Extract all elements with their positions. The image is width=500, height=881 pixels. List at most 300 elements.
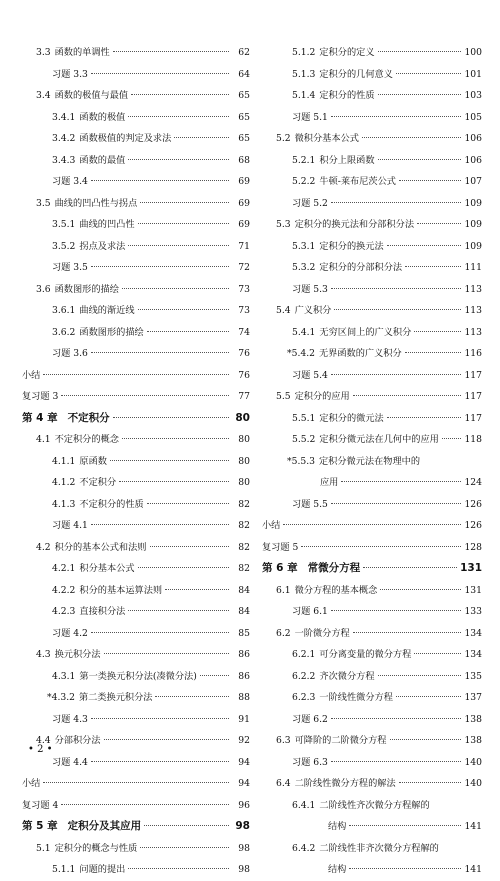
toc-entry-label — [292, 171, 396, 193]
section-title: 小结 — [22, 369, 41, 381]
toc-chapter-entry[interactable] — [262, 558, 482, 580]
dot-leader — [140, 201, 229, 203]
dot-leader — [113, 416, 229, 418]
dot-leader — [110, 459, 229, 461]
toc-entry-label — [22, 365, 40, 387]
section-title: 复习题 5 — [262, 541, 299, 553]
section-number: 3.4.1 — [52, 111, 76, 123]
toc-entry[interactable] — [262, 128, 482, 150]
section-number: 3.6.1 — [52, 305, 76, 316]
page-ref: 111 — [464, 262, 482, 273]
page-ref: 82 — [238, 541, 250, 553]
toc-entry-label — [52, 300, 135, 322]
dot-leader — [150, 545, 230, 547]
page-ref: 106 — [464, 133, 482, 144]
toc-entry[interactable] — [22, 64, 250, 86]
toc-entry[interactable] — [262, 644, 482, 666]
toc-entry[interactable] — [262, 472, 482, 494]
toc-entry[interactable] — [22, 601, 250, 623]
section-title: 第二类换元积分法 — [78, 692, 153, 703]
toc-entry[interactable] — [262, 730, 482, 752]
toc-entry[interactable] — [22, 773, 250, 795]
page-ref: 128 — [464, 541, 482, 553]
toc-entry[interactable] — [262, 236, 482, 258]
toc-entry[interactable] — [262, 494, 482, 516]
toc-entry[interactable] — [262, 322, 482, 344]
page-ref: 69 — [238, 197, 250, 209]
toc-entry-label — [52, 601, 125, 623]
dot-leader — [331, 609, 461, 611]
page-ref: 86 — [238, 670, 250, 682]
section-title: 二阶线性齐次微分方程解的 — [319, 799, 430, 811]
toc-entry-label — [292, 279, 328, 301]
dot-leader — [396, 695, 461, 697]
page-ref: 117 — [464, 412, 482, 424]
toc-entry-label — [22, 773, 40, 795]
section-number: 6.2.1 — [292, 649, 316, 660]
toc-chapter-entry[interactable] — [22, 408, 250, 430]
dot-leader — [414, 330, 461, 332]
toc-entry[interactable] — [22, 85, 250, 107]
section-number: 3.4.3 — [52, 154, 76, 166]
page-ref: 107 — [464, 176, 482, 187]
toc-entry[interactable] — [22, 687, 250, 709]
toc-entry[interactable] — [262, 580, 482, 602]
toc-entry-label — [36, 537, 147, 559]
section-title: 结构 — [328, 864, 347, 875]
section-number: 4.2.2 — [52, 584, 76, 596]
page-ref: 65 — [238, 90, 250, 101]
page-ref: 69 — [238, 176, 250, 187]
toc-entry-label — [292, 752, 328, 774]
toc-entry-label — [52, 451, 107, 473]
dot-leader — [128, 115, 229, 117]
dot-leader — [122, 437, 229, 439]
section-number: 3.6.2 — [52, 326, 76, 338]
dot-leader — [417, 222, 461, 224]
toc-entry-label — [22, 408, 110, 430]
section-title: 齐次微分方程 — [319, 670, 375, 682]
dot-leader — [378, 158, 461, 160]
toc-entry[interactable] — [22, 429, 250, 451]
toc-entry[interactable] — [22, 709, 250, 731]
section-number: 6.4.2 — [292, 842, 316, 854]
section-number: 5.2.2 — [292, 176, 316, 187]
section-title: 积分的基本运算法则 — [79, 584, 163, 596]
toc-entry[interactable] — [22, 236, 250, 258]
section-number: 5.1.2 — [292, 47, 316, 58]
section-title: 函数的极值 — [79, 111, 126, 123]
toc-entry-label — [52, 515, 88, 537]
section-number: 6.3 — [276, 735, 291, 746]
dot-leader — [399, 781, 461, 783]
section-title: 习题 3.3 — [52, 68, 88, 80]
section-title: 小结 — [22, 778, 41, 789]
toc-entry[interactable] — [262, 838, 482, 860]
toc-entry[interactable] — [22, 171, 250, 193]
section-title: 复习题 3 — [22, 391, 59, 402]
toc-entry-label — [292, 429, 439, 451]
page-ref: 109 — [464, 197, 482, 209]
page-ref: 117 — [464, 391, 482, 402]
page-ref: 72 — [238, 262, 250, 273]
section-title: 习题 6.2 — [292, 713, 328, 725]
dot-leader — [331, 760, 461, 762]
toc-entry-label — [276, 386, 350, 408]
toc-entry[interactable] — [262, 214, 482, 236]
toc-entry-label — [52, 171, 88, 193]
toc-entry-label — [292, 85, 375, 107]
toc-entry-label — [292, 64, 393, 86]
toc-entry-label — [52, 236, 125, 258]
page-ref: 113 — [464, 283, 482, 295]
section-title: 函数的单调性 — [54, 47, 110, 58]
dot-leader — [113, 50, 229, 52]
page-ref: 69 — [238, 219, 250, 230]
dot-leader — [414, 652, 461, 654]
toc-entry[interactable] — [262, 623, 482, 645]
toc-entry[interactable] — [22, 279, 250, 301]
page-ref: 86 — [238, 649, 250, 660]
section-number: 6.2.2 — [292, 670, 316, 682]
section-number: 4.1.1 — [52, 455, 76, 467]
toc-entry[interactable] — [22, 214, 250, 236]
section-title: 曲线的凹凸性与拐点 — [54, 197, 138, 209]
toc-entry[interactable] — [262, 752, 482, 774]
toc-entry-label — [52, 859, 125, 881]
dot-leader — [334, 308, 461, 310]
toc-entry-label — [292, 838, 439, 860]
section-number: 6.1 — [276, 584, 291, 596]
dot-leader — [138, 308, 229, 310]
section-number: 5.1.4 — [292, 90, 316, 101]
toc-entry-label — [292, 408, 384, 430]
dot-leader — [390, 738, 462, 740]
toc-entry[interactable] — [22, 322, 250, 344]
section-title: 定积分微元法在物理中的 — [318, 455, 421, 467]
section-title: 积分的基本公式和法则 — [54, 541, 147, 553]
dot-leader — [128, 158, 229, 160]
section-number: *5.5.3 — [287, 455, 315, 467]
toc-entry[interactable] — [262, 795, 482, 817]
dot-leader — [405, 351, 461, 353]
section-number: 5.5.1 — [292, 412, 316, 424]
section-title: 定积分的分部积分法 — [319, 262, 403, 273]
toc-entry[interactable] — [262, 42, 482, 64]
toc-entry[interactable] — [22, 752, 250, 774]
toc-entry[interactable] — [262, 515, 482, 537]
section-title: 第一类换元积分法(凑微分法) — [79, 670, 197, 682]
section-title: 习题 5.5 — [292, 498, 328, 510]
toc-entry-label — [292, 644, 411, 666]
page-ref: 100 — [464, 47, 482, 58]
toc-entry[interactable] — [22, 150, 250, 172]
page-ref: 116 — [464, 348, 482, 359]
page-ref: 101 — [464, 68, 482, 80]
toc-entry[interactable] — [262, 64, 482, 86]
page-ref: 91 — [238, 713, 250, 725]
section-number: 5.2.1 — [292, 154, 316, 166]
dot-leader — [91, 523, 229, 525]
toc-entry-label — [52, 214, 135, 236]
section-title: 不定积分的概念 — [54, 434, 119, 445]
section-title: 应用 — [320, 477, 339, 488]
section-title: 一阶线性微分方程 — [319, 692, 393, 703]
toc-entry-label — [262, 558, 360, 580]
section-title: 定积分的概念与性质 — [54, 842, 138, 854]
section-number: 4.1 — [36, 434, 51, 445]
dot-leader — [122, 287, 229, 289]
toc-entry-label — [276, 214, 414, 236]
toc-entry-label — [287, 343, 402, 365]
toc-entry-label — [52, 343, 88, 365]
toc-entry-label — [22, 816, 141, 838]
dot-leader — [349, 867, 461, 869]
toc-entry[interactable] — [22, 558, 250, 580]
toc-entry-label — [52, 472, 116, 494]
toc-entry-label — [292, 193, 328, 215]
toc-entry[interactable] — [262, 300, 482, 322]
toc-entry-label — [52, 128, 171, 150]
toc-entry[interactable] — [262, 709, 482, 731]
toc-entry[interactable] — [262, 859, 482, 881]
toc-entry-label — [276, 300, 331, 322]
page-ref: 76 — [238, 348, 250, 359]
toc-entry-label — [36, 85, 128, 107]
dot-leader — [331, 717, 461, 719]
section-number: 5.5.2 — [292, 434, 316, 445]
dot-leader — [405, 265, 461, 267]
toc-right-column — [262, 42, 482, 881]
toc-entry[interactable] — [22, 300, 250, 322]
page-ref: 94 — [238, 778, 250, 789]
page-ref: 76 — [238, 369, 250, 381]
page-ref: 113 — [464, 305, 482, 316]
toc-entry[interactable] — [262, 107, 482, 129]
dot-leader — [349, 824, 461, 826]
page-ref: 138 — [464, 713, 482, 725]
toc-entry-label — [292, 150, 375, 172]
toc-entry[interactable] — [22, 730, 250, 752]
toc-entry[interactable] — [262, 257, 482, 279]
toc-entry[interactable] — [22, 644, 250, 666]
dot-leader — [387, 244, 461, 246]
section-title: 习题 4.2 — [52, 627, 88, 639]
section-number: 第 5 章 — [22, 820, 58, 832]
section-title: 定积分的换元法 — [319, 240, 384, 252]
toc-entry[interactable] — [262, 816, 482, 838]
toc-entry[interactable] — [262, 193, 482, 215]
page-ref: 135 — [464, 670, 482, 682]
toc-entry[interactable] — [262, 666, 482, 688]
section-title: 积分上限函数 — [319, 154, 375, 166]
section-number: 5.3.1 — [292, 240, 316, 252]
section-title: 定积分的性质 — [319, 90, 375, 101]
toc-entry-label — [52, 64, 88, 86]
page-ref: 138 — [464, 735, 482, 746]
page-ref: 80 — [238, 455, 250, 467]
section-number: 3.5 — [36, 197, 51, 209]
toc-entry[interactable] — [22, 193, 250, 215]
dot-leader — [91, 265, 229, 267]
section-title: 曲线的渐近线 — [79, 305, 135, 316]
toc-entry[interactable] — [262, 279, 482, 301]
section-number: 3.6 — [36, 283, 51, 295]
section-number: 4.1.2 — [52, 477, 76, 488]
toc-entry[interactable] — [22, 386, 250, 408]
toc-entry[interactable] — [262, 601, 482, 623]
toc-entry[interactable] — [262, 429, 482, 451]
section-number: 3.4 — [36, 90, 51, 101]
toc-entry[interactable] — [22, 795, 250, 817]
page-ref: 65 — [238, 133, 250, 144]
toc-entry[interactable] — [262, 365, 482, 387]
toc-entry[interactable] — [262, 343, 482, 365]
toc-entry[interactable] — [22, 107, 250, 129]
section-title: 微分方程的基本概念 — [294, 584, 378, 596]
section-number: 5.3.2 — [292, 262, 316, 273]
toc-entry-label — [287, 451, 420, 473]
page-ref: 109 — [464, 219, 482, 230]
toc-entry[interactable] — [22, 42, 250, 64]
toc-entry[interactable] — [22, 623, 250, 645]
toc-chapter-entry[interactable] — [22, 816, 250, 838]
section-number: 5.1.1 — [52, 864, 76, 875]
section-title: 习题 5.4 — [292, 369, 328, 381]
section-title: 习题 4.4 — [52, 756, 88, 768]
section-title: 一阶微分方程 — [294, 627, 350, 639]
page-ref: 82 — [238, 563, 250, 574]
section-number: 3.5.2 — [52, 240, 76, 252]
section-title: 不定积分的性质 — [79, 498, 144, 510]
section-title: 习题 4.3 — [52, 713, 88, 725]
toc-entry[interactable] — [22, 838, 250, 860]
section-title: 习题 5.3 — [292, 283, 328, 295]
toc-entry[interactable] — [22, 365, 250, 387]
page-ref: 98 — [238, 842, 250, 854]
section-title: 二阶线性微分方程的解法 — [294, 778, 396, 789]
toc-entry[interactable] — [22, 257, 250, 279]
page-ref: 98 — [238, 864, 250, 875]
section-title: 可降阶的二阶微分方程 — [294, 735, 387, 746]
toc-entry[interactable] — [262, 408, 482, 430]
toc-entry-label — [52, 752, 88, 774]
toc-entry-label — [52, 580, 162, 602]
section-number: 4.1.3 — [52, 498, 76, 510]
page-ref: 133 — [464, 606, 482, 617]
page-ref: 64 — [238, 68, 250, 80]
dot-leader — [331, 201, 461, 203]
section-title: 无穷区间上的广义积分 — [319, 326, 412, 338]
section-number: *5.4.2 — [287, 348, 315, 359]
toc-entry[interactable] — [22, 472, 250, 494]
dot-leader — [353, 394, 461, 396]
toc-entry-label — [320, 472, 338, 494]
toc-entry[interactable] — [22, 515, 250, 537]
page-number: • 2 • — [28, 744, 53, 755]
section-title: 不定积分 — [67, 411, 110, 424]
page-ref: 82 — [238, 498, 250, 510]
dot-leader — [442, 437, 461, 439]
toc-entry-label — [292, 709, 328, 731]
section-title: 函数图形的描绘 — [54, 283, 119, 295]
toc-entry-label — [276, 773, 396, 795]
dot-leader — [43, 781, 229, 783]
toc-entry[interactable] — [22, 343, 250, 365]
toc-entry-label — [262, 537, 298, 559]
toc-entry[interactable] — [22, 451, 250, 473]
toc-entry-label — [292, 257, 402, 279]
page-ref: 137 — [464, 692, 482, 703]
section-number: 5.2 — [276, 133, 291, 144]
dot-leader — [283, 523, 461, 525]
section-title: 定积分微元法在几何中的应用 — [319, 434, 439, 445]
toc-entry[interactable] — [262, 537, 482, 559]
section-number: 6.2 — [276, 627, 291, 639]
page-ref: 71 — [238, 240, 250, 252]
section-title: 习题 3.5 — [52, 262, 88, 273]
toc-entry-label — [52, 107, 125, 129]
section-number: 5.4 — [276, 305, 291, 316]
toc-entry-label — [292, 365, 328, 387]
toc-entry[interactable] — [22, 128, 250, 150]
section-title: 可分离变量的微分方程 — [319, 649, 412, 660]
dot-leader — [128, 867, 229, 869]
dot-leader — [91, 72, 229, 74]
toc-entry[interactable] — [22, 537, 250, 559]
toc-left-column — [22, 42, 250, 881]
toc-entry[interactable] — [262, 171, 482, 193]
section-title: 函数极值的判定及求法 — [79, 133, 172, 144]
toc-entry[interactable] — [262, 150, 482, 172]
page-ref: 84 — [238, 584, 250, 596]
page-ref: 73 — [238, 283, 250, 295]
toc-entry[interactable] — [22, 859, 250, 881]
page-ref: 106 — [464, 154, 482, 166]
toc-entry-label — [52, 558, 135, 580]
dot-leader — [200, 674, 229, 676]
section-number: 4.3 — [36, 649, 51, 660]
toc-entry[interactable] — [262, 451, 482, 473]
toc-entry-label — [292, 687, 393, 709]
section-title: 小结 — [262, 520, 281, 531]
toc-entry-label — [52, 666, 197, 688]
page-ref: 73 — [238, 305, 250, 316]
toc-entry[interactable] — [262, 85, 482, 107]
toc-entry-label — [262, 515, 280, 537]
page-ref: 113 — [464, 326, 482, 338]
toc-entry[interactable] — [262, 386, 482, 408]
dot-leader — [165, 588, 229, 590]
dot-leader — [362, 136, 461, 138]
section-title: 习题 5.1 — [292, 111, 328, 123]
toc-entry[interactable] — [262, 687, 482, 709]
toc-entry-label — [276, 580, 377, 602]
toc-entry[interactable] — [262, 773, 482, 795]
toc-entry-label — [36, 193, 137, 215]
dot-leader — [43, 373, 229, 375]
toc-entry-label — [328, 816, 346, 838]
dot-leader — [301, 545, 461, 547]
section-title: 积分基本公式 — [79, 563, 135, 574]
toc-entry-label — [292, 322, 411, 344]
toc-entry[interactable] — [22, 666, 250, 688]
section-title: 直接积分法 — [79, 606, 126, 617]
section-number: 4.4 — [36, 735, 51, 746]
dot-leader — [61, 394, 229, 396]
toc-entry[interactable] — [22, 580, 250, 602]
toc-entry[interactable] — [22, 494, 250, 516]
